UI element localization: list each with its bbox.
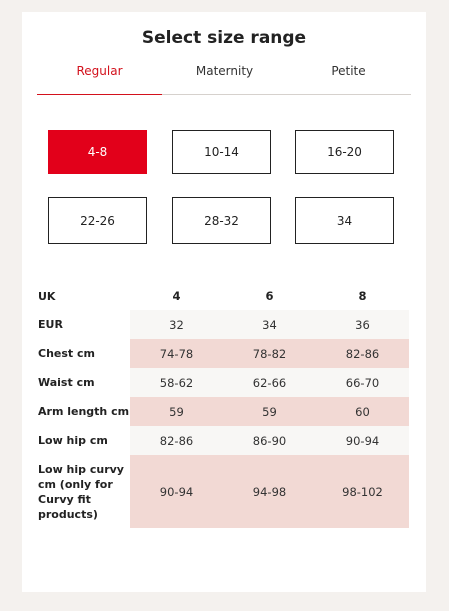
size-range-button-4-8[interactable]: 4-8: [48, 130, 147, 174]
tab-maternity[interactable]: Maternity: [195, 64, 254, 78]
size-range-button-16-20[interactable]: 16-20: [295, 130, 394, 174]
size-range-button-22-26[interactable]: 22-26: [48, 197, 147, 244]
table-cell: 62-66: [252, 375, 287, 390]
header-cell: 8: [358, 289, 367, 303]
size-range-button-10-14[interactable]: 10-14: [172, 130, 271, 174]
table-row: [37, 339, 411, 368]
table-row: [37, 455, 411, 528]
tab-petite[interactable]: Petite: [331, 64, 366, 78]
table-header-row: [37, 282, 411, 310]
size-range-button-28-32[interactable]: 28-32: [172, 197, 271, 244]
table-row: [37, 397, 411, 426]
row-label: UK: [38, 289, 56, 303]
table-row: [37, 426, 411, 455]
table-cell: 32: [169, 317, 184, 332]
dialog-title: Select size range: [141, 28, 307, 48]
table-cell: 82-86: [345, 346, 380, 361]
size-range-tabs: [37, 58, 411, 95]
table-cell: 86-90: [252, 433, 287, 448]
table-cell: 66-70: [345, 375, 380, 390]
table-cell: 90-94: [345, 433, 380, 448]
table-cell: 34: [262, 317, 277, 332]
table-cell: 78-82: [252, 346, 287, 361]
size-range-dialog: [22, 12, 426, 592]
table-cell: 59: [169, 404, 184, 419]
table-row: [37, 368, 411, 397]
row-label: Waist cm: [38, 376, 95, 389]
size-chart-table: [37, 282, 411, 528]
row-label: EUR: [38, 318, 63, 331]
table-cell: 90-94: [159, 484, 194, 499]
table-cell: 58-62: [159, 375, 194, 390]
table-cell: 94-98: [252, 484, 287, 499]
size-range-button-34[interactable]: 34: [295, 197, 394, 244]
row-label: Chest cm: [38, 347, 95, 360]
header-cell: 4: [172, 289, 181, 303]
table-cell: 82-86: [159, 433, 194, 448]
table-row: [37, 310, 411, 339]
table-cell: 59: [262, 404, 277, 419]
row-label: Arm length cm: [38, 405, 130, 418]
tab-regular[interactable]: Regular: [37, 64, 162, 94]
table-cell: 60: [355, 404, 370, 419]
header-cell: 6: [265, 289, 274, 303]
row-label: Low hip cm: [38, 434, 108, 447]
table-cell: 36: [355, 317, 370, 332]
table-cell: 74-78: [159, 346, 194, 361]
row-label: Low hip curvy cm (only for Curvy fit products): [38, 462, 124, 521]
table-cell: 98-102: [342, 484, 383, 499]
